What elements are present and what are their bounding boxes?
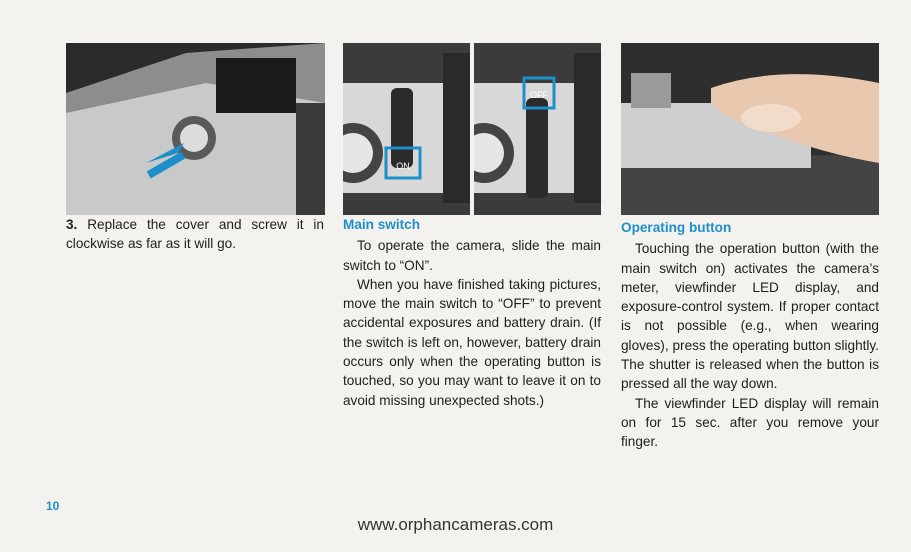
operating-button-paragraph-2: The viewfinder LED display will remain on for 15 sec. after you remove your finger. bbox=[621, 395, 879, 450]
footer-url[interactable]: www.orphancameras.com bbox=[357, 515, 554, 534]
main-switch-heading: Main switch bbox=[343, 217, 421, 232]
switch-off-photo bbox=[474, 43, 601, 215]
page-number: 10 bbox=[46, 499, 60, 513]
operating-button-heading: Operating button bbox=[621, 220, 732, 235]
step-3-text bbox=[66, 215, 324, 254]
main-switch-paragraph-2: When you have finished taking pictures, move the main switch to “OFF” to prevent accidental exposures and battery drain. (If the switch is left on, however, battery drain occurs only when the operating button is touched, so you may want to leave it on to avoid missing unexpected shots.) bbox=[343, 276, 601, 408]
operating-button-photo bbox=[621, 43, 879, 215]
on-label: ON bbox=[396, 161, 410, 171]
step-number: 3. bbox=[66, 217, 78, 232]
switch-on-photo bbox=[343, 43, 470, 215]
off-label: OFF bbox=[530, 90, 548, 100]
step-3-column bbox=[66, 215, 324, 254]
battery-cover-photo bbox=[66, 43, 325, 215]
main-switch-paragraph-1: To operate the camera, slide the main switch to “ON”. bbox=[343, 238, 601, 273]
operating-button-paragraph-1: Touching the operation button (with the main switch on) activates the camera’s meter, viewfinder LED display, and exposure-control system. If proper contact is not possible (e.g., when wearing gloves), press the operating button slightly. The shutter is released when the button is pressed all the way down. bbox=[621, 241, 879, 392]
main-switch-column bbox=[343, 215, 601, 410]
operating-button-column bbox=[621, 218, 879, 452]
step-3-body: Replace the cover and screw it in clockwise as far as it will go. bbox=[66, 217, 324, 252]
